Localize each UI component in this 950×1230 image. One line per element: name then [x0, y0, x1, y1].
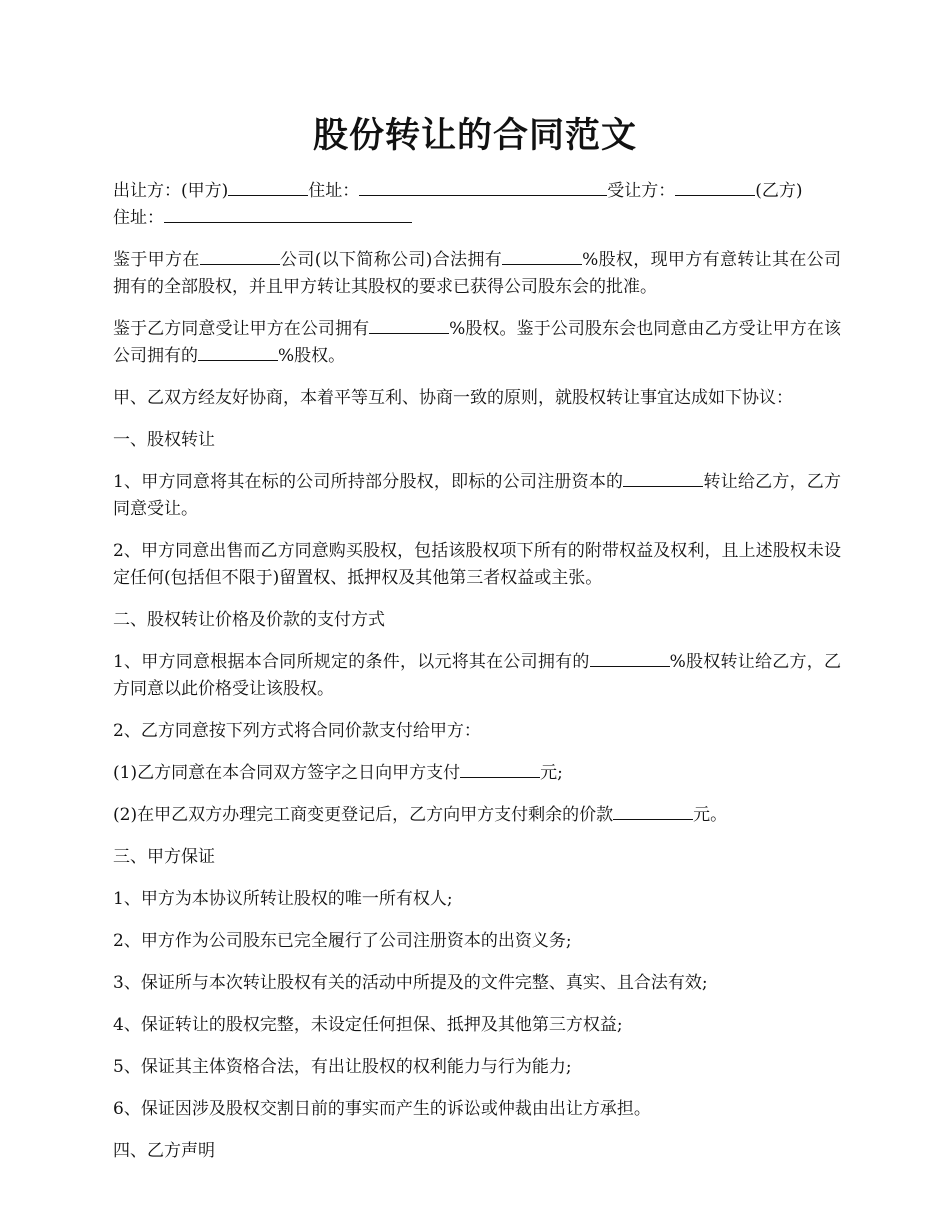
blank-field: [613, 802, 693, 820]
clause-text: 1、甲方同意将其在标的公司所持部分股权，即标的公司注册资本的: [113, 472, 624, 492]
recital-text: %股权。: [278, 346, 346, 366]
blank-field: [590, 649, 670, 667]
blank-field: [502, 247, 582, 265]
clause-paragraph: [113, 649, 841, 703]
section-heading: 三、甲方保证: [113, 847, 215, 867]
blank-field: [200, 247, 280, 265]
section-heading: 一、股权转让: [113, 430, 215, 450]
clause-text: %股权转让给乙方，乙方同意以此价格受让该股权。: [113, 652, 841, 699]
recital-text: 鉴于甲方在: [113, 250, 200, 270]
blank-field: [623, 469, 703, 487]
clause-paragraph: 6、保证因涉及股权交割日前的事实而产生的诉讼或仲裁由出让方承担。: [113, 1099, 651, 1119]
recital-paragraph: [113, 247, 841, 301]
sub-clause-paragraph: [113, 760, 841, 787]
clause-paragraph: 2、甲方同意出售而乙方同意购买股权，包括该股权项下所有的附带权益及权利，且上述股权未设定任何(包括但不限于)留置权、抵押权及其他第三者权益或主张。: [113, 541, 841, 588]
section-heading: 四、乙方声明: [113, 1141, 215, 1161]
sub-clause-paragraph: [113, 802, 841, 829]
section-heading: 二、股权转让价格及价款的支付方式: [113, 610, 385, 630]
transferee-label: 受让方：: [607, 181, 676, 201]
clause-paragraph: 3、保证所与本次转让股权有关的活动中所提及的文件完整、真实、且合法有效;: [113, 973, 708, 993]
blank-field: [675, 178, 755, 196]
blank-field: [164, 205, 412, 223]
address-label: 住址：: [113, 208, 164, 228]
recital-text: %股权。鉴于公司股东会也同意由乙方受让甲方在该公司拥有的: [113, 319, 841, 366]
document-body: [113, 178, 841, 1180]
clause-text: 转让给乙方，乙方同意受让。: [113, 472, 842, 519]
clause-paragraph: 2、甲方作为公司股东已完全履行了公司注册资本的出资义务;: [113, 931, 572, 951]
document-title: 股份转让的合同范文: [312, 115, 637, 156]
clause-text: 元;: [540, 763, 563, 783]
blank-field: [198, 343, 278, 361]
intro-paragraph: 甲、乙双方经友好协商，本着平等互利、协商一致的原则，就股权转让事宜达成如下协议：: [113, 388, 793, 408]
clause-paragraph: 1、甲方为本协议所转让股权的唯一所有权人;: [113, 889, 453, 909]
clause-text: (1)乙方同意在本合同双方签字之日向甲方支付: [113, 763, 461, 783]
blank-field: [369, 316, 449, 334]
clause-text: 元。: [693, 805, 728, 825]
clause-paragraph: 5、保证其主体资格合法，有出让股权的权利能力与行为能力;: [113, 1057, 572, 1077]
recital-text: %股权，现甲方有意转让其在公司拥有的全部股权，并且甲方转让其股权的要求已获得公司股东会的批准。: [113, 250, 841, 297]
recital-text: 鉴于乙方同意受让甲方在公司拥有: [113, 319, 370, 339]
blank-field: [460, 760, 540, 778]
parties-paragraph: [113, 178, 841, 232]
clause-paragraph: 2、乙方同意按下列方式将合同价款支付给甲方：: [113, 721, 481, 741]
clause-paragraph: [113, 469, 841, 523]
party-b-label: (乙方): [755, 181, 803, 201]
recital-text: 公司(以下简称公司)合法拥有: [279, 250, 503, 270]
address-label: 住址：: [308, 181, 360, 201]
clause-text: 1、甲方同意根据本合同所规定的条件，以元将其在公司拥有的: [113, 652, 590, 672]
blank-field: [228, 178, 308, 196]
clause-text: (2)在甲乙双方办理完工商变更登记后，乙方向甲方支付剩余的价款: [113, 805, 614, 825]
recital-paragraph: [113, 316, 841, 370]
transferor-label: 出让方：(甲方): [113, 181, 229, 201]
blank-field: [359, 178, 607, 196]
clause-paragraph: 4、保证转让的股权完整，未设定任何担保、抵押及其他第三方权益;: [113, 1015, 623, 1035]
